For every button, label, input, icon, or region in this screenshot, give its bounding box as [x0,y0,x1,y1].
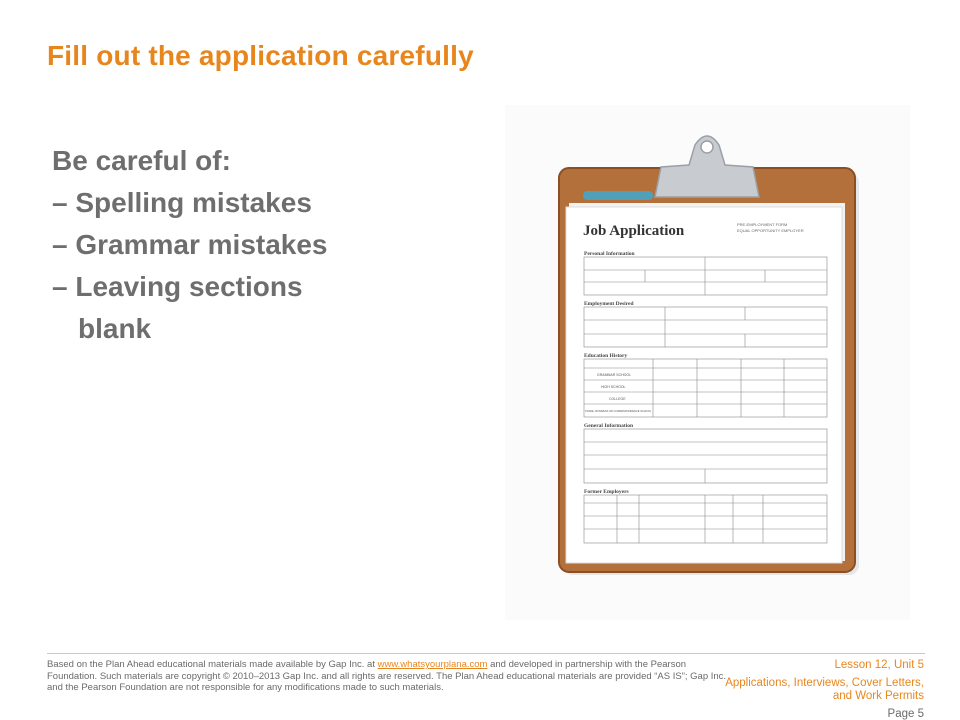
bullet-item: – Spelling mistakes [52,187,312,218]
pen-icon [583,191,653,200]
bullet-item-continuation: blank [78,313,152,344]
form-section-title: Employment Desired [584,301,634,307]
source-link[interactable]: www.whatsyourplana.com [377,659,488,670]
page-number: Page 5 [887,708,924,720]
disclaimer-text: and developed in partnership with the Pearson Foundation. Such materials are copyright © 2010–2013 Gap Inc. and all rights are reserved. The Plan Ahead educational materials are provided “AS IS”; Gap Inc. and the Pearson Foundation are not responsible for any modifications made to such materials. [47,659,727,693]
education-row-label: GRAMMAR SCHOOL [597,373,632,377]
footer-lesson-info [724,659,924,703]
slide-title: Fill out the application carefully [47,40,474,71]
education-row-label: HIGH SCHOOL [601,385,626,389]
form-heading: Job Application [583,223,685,239]
education-row-label: TRADE, BUSINESS OR CORRESPONDENCE SCHOOL [585,410,652,413]
form-subheading-2: EQUAL OPPORTUNITY EMPLOYER [737,228,804,233]
topic-label: Applications, Interviews, Cover Letters, and Work Permits [725,677,924,702]
clip-hole [701,141,713,153]
form-section-title: Education History [584,353,628,359]
form-section-title: Former Employers [584,489,629,495]
form-section-title: Personal Information [584,251,635,257]
form-subheading-1: PRE-EMPLOYMENT FORM [737,222,788,227]
bullet-list [52,140,328,350]
disclaimer-text: Based on the Plan Ahead educational materials made available by Gap Inc. at [47,659,378,670]
lesson-label: Lesson 12, Unit 5 [834,659,924,671]
bullet-item: – Leaving sections [52,271,303,302]
clipboard-illustration [505,105,910,620]
bullet-item: – Grammar mistakes [52,229,328,260]
bullet-heading: Be careful of: [52,145,231,176]
form-section-title: General Information [584,423,634,429]
clipboard-image [505,105,910,620]
education-row-label: COLLEGE [609,397,626,401]
footer-divider [47,653,925,654]
footer-disclaimer [47,659,737,694]
